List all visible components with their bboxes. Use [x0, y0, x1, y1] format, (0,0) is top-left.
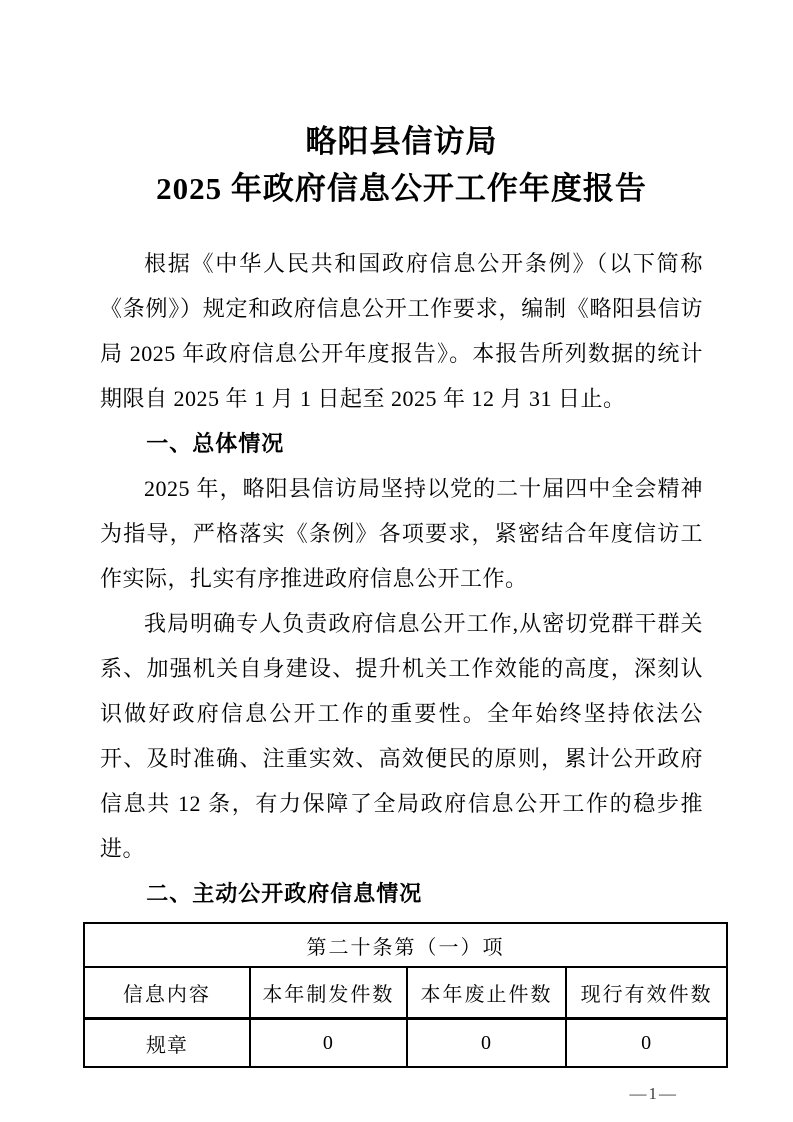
column-header-currently-valid: 现行有效件数 — [566, 967, 727, 1019]
table-row — [84, 1019, 727, 1068]
column-header-info-content: 信息内容 — [84, 967, 250, 1019]
table-column-header-row — [84, 967, 727, 1019]
intro-paragraph: 根据《中华人民共和国政府信息公开条例》（以下简称《条例》）规定和政府信息公开工作要求，编制《略阳县信访局 2025 年政府信息公开年度报告》。本报告所列数据的统计期限自 2025 年 1 月 1 日起至 2025 年 12 月 31 日止。 — [100, 251, 703, 411]
title-line-1: 略阳县信访局 — [305, 124, 498, 159]
table-span-header-row — [84, 923, 727, 967]
section-2-heading: 二、主动公开政府信息情况 — [146, 881, 423, 906]
table-span-header: 第二十条第（一）项 — [84, 923, 727, 967]
cell-valid-count: 0 — [566, 1019, 727, 1068]
document-body — [100, 241, 713, 1068]
cell-issued-count: 0 — [250, 1019, 407, 1068]
title-line-2: 2025 年政府信息公开工作年度报告 — [156, 171, 647, 206]
section-1-paragraph-2: 我局明确专人负责政府信息公开工作,从密切党群干群关系、加强机关自身建设、提升机关工作效能的高度，深刻认识做好政府信息公开工作的重要性。全年始终坚持依法公开、及时准确、注重实效、高效便民的原则，累计公开政府信息共 12 条，有力保障了全局政府信息公开工作的稳步推进。 — [100, 611, 703, 861]
cell-repealed-count: 0 — [407, 1019, 566, 1068]
page-number: —1— — [629, 1084, 678, 1103]
section-1-paragraph-1: 2025 年，略阳县信访局坚持以党的二十届四中全会精神为指导，严格落实《条例》各项要求，紧密结合年度信访工作实际，扎实有序推进政府信息公开工作。 — [100, 476, 703, 591]
column-header-issued-this-year: 本年制发件数 — [250, 967, 407, 1019]
info-disclosure-table — [83, 922, 728, 1068]
column-header-repealed-this-year: 本年废止件数 — [407, 967, 566, 1019]
section-1-heading: 一、总体情况 — [146, 431, 285, 456]
cell-row-label: 规章 — [84, 1019, 250, 1068]
document-title — [100, 118, 703, 212]
